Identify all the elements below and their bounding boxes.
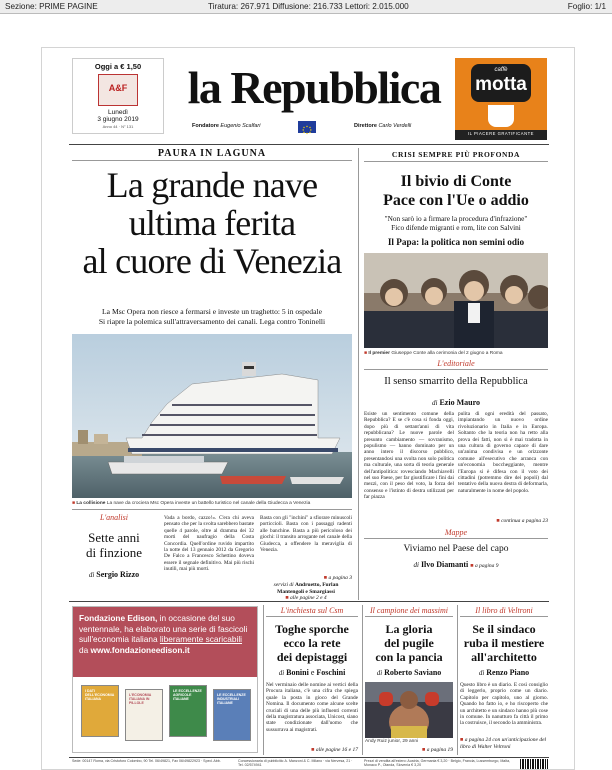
analisi-services-authors: Andruetto, Furlan Mantengoli e Smargiassi <box>277 582 339 595</box>
mappe-byline: di Ilvo Diamanti ■ a pagina 9 <box>413 560 499 569</box>
veltroni-title-line1: Se il sindaco <box>472 622 536 636</box>
lead-caption-text: La nave da crociera Msc Opera investe un battello turistico nel canale della Giudecca a Venezia <box>106 501 311 506</box>
footer-prices: Prezzi di vendita all'estero: Austria, Germania € 3,20 · Belgio, Francia, Lussemburgo, Malta, Monaco P., Olanda, Slovenia € 3,20 <box>364 759 511 768</box>
pugile-caption: Andy Ruiz junior, 29 anni <box>365 739 419 744</box>
edison-ad-title: Fondazione Edison, <box>79 613 158 623</box>
edison-url[interactable]: www.fondazioneedison.it <box>90 644 190 655</box>
lead-caption: ■ La collisione La nave da crociera Msc Opera investe un battello turistico nel canale della Giudecca a Venezia <box>72 500 311 506</box>
cruise-ship-image <box>72 334 352 498</box>
mappe-title[interactable]: Viviamo nel Paese del capo <box>403 544 509 554</box>
issue-date: 3 giugno 2019 <box>97 116 139 123</box>
conte-photo[interactable] <box>364 253 548 348</box>
motta-brand-small: caffè <box>494 67 508 73</box>
pugile-title-line1: La gloria <box>385 622 433 636</box>
edison-ad-text: Fondazione Edison, in occasione del suo ventennale, ha elaborato una serie di fascicoli sull'economia italiana liberamente scaricabili da www.fondazioneedison.it <box>79 613 248 655</box>
veltroni-body: Questo libro è un diario. E così consiglio di leggerlo, proprio come un diario. Capitolo per capitolo, uno al giorno. Quando ho fatto io, e ho riscoperto che un architetto e un sindaco hanno più cose in comune. In nanutturo fa città il primo la costruisce, il secondo la amministra. <box>460 682 548 727</box>
csm-author-2: Foschini <box>316 668 346 677</box>
sheet-count: Foglio: 1/1 <box>567 2 606 11</box>
boxer-image <box>365 682 453 738</box>
veltroni-page-ref[interactable]: ■ a pagina 24 con un'anticipazione del libro di Walter Veltroni <box>460 737 547 750</box>
coffee-cup-icon <box>488 105 514 127</box>
lead-headline-line1: La grande nave <box>106 165 318 205</box>
director-name: Carlo Verdelli <box>378 123 412 129</box>
edison-ad[interactable] <box>72 606 258 753</box>
analisi-services: servizi di Andruetto, Furlan Mantengoli e Smargiassi ■ alle pagine 2 e 4 <box>273 582 339 601</box>
conte-subhead <box>364 214 548 232</box>
veltroni-author: Renzo Piano <box>486 668 530 677</box>
lead-subhead-line2: Si riapre la polemica sull'attraversamento dei canali. Lega contro Toninelli <box>98 317 326 326</box>
veltroni-title[interactable] <box>460 622 548 664</box>
veltroni-kicker: Il libro di Veltroni <box>475 606 533 615</box>
analisi-body-col2: Basta con gli "inchini" a sfiorare minuscoli porticcioli. Basta con i passaggi radenti alle banchine. Basta a più pericoloso dei giochi: il transito arrogante nel canale della Giudecca, a offendere la meraviglia di Venezia. <box>260 515 352 554</box>
pugile-kicker: Il campione dei massimi <box>370 606 448 615</box>
editoriale-continue[interactable]: ■ continua a pagina 23 <box>496 518 548 524</box>
price-label: Oggi a € 1,50 <box>94 62 142 71</box>
lead-subhead-line1: La Msc Opera non riesce a fermarsi e investe un traghetto: 5 in ospedale <box>102 307 322 316</box>
motta-ad[interactable] <box>455 58 547 140</box>
conte-subhead-line1: "Non sarò io a firmare la procedura d'infrazione" <box>384 214 528 223</box>
conte-headline[interactable] <box>364 172 548 210</box>
lead-headline-line2: ultima ferita <box>128 203 296 243</box>
crowd-image <box>364 253 548 348</box>
analisi-page-ref[interactable]: ■ a pagina 3 <box>323 575 352 581</box>
csm-author: Bonini <box>286 668 309 677</box>
section-label: Sezione: PRIME PAGINE <box>5 2 98 11</box>
analisi-body-col1: Vada a bordo, cazzo!». C'era chi aveva pensato che per la svolta sarebbero bastate quelle 4 parole, oltre al dramma dei 32 morti del naufragio della Costa Concordia. Quell'ordine ruvido impartito la notte del 13 gennaio 2012 da Gregorio De Falco a Francesco Schettino doveva essere il segnale definitivo. Mai più rischi inutili, mai più morti. <box>164 515 254 573</box>
barcode-icon <box>520 759 548 769</box>
edison-link[interactable]: liberamente scaricabili <box>159 634 243 644</box>
lead-headline[interactable] <box>72 166 352 280</box>
director-label: Direttore <box>354 123 377 129</box>
booklet-1: I DATI DELL'ECONOMIA ITALIANA <box>81 685 119 737</box>
veltroni-byline: di Renzo Piano <box>478 668 530 677</box>
founder-label: Fondatore <box>192 123 219 129</box>
clipping-header <box>0 0 612 14</box>
circulation-stats: Tiratura: 267.971 Diffusione: 216.733 Lettori: 2.015.000 <box>208 2 409 11</box>
editoriale-author: Ezio Mauro <box>439 398 480 407</box>
veltroni-title-line3: all'architetto <box>471 650 537 664</box>
editoriale-byline: di Ezio Mauro <box>432 398 480 407</box>
analisi-byline: di Sergio Rizzo <box>88 570 140 579</box>
issue-day: Lunedì <box>108 109 128 116</box>
csm-byline: di Bonini e Foschini <box>278 668 346 677</box>
editoriale-body-col2: pulita di ogni eredità del passato, impiantando un nuovo ordine rivoluzionario in Italia e in Europa. Soltanto che la teoria non ha retto alla prova dei fatti, non si è mai tradotta in una cultura di governo capace di dare un'anima condivisa e un orizzonte comune all'esecutivo che arranca con un'economia boccheggiante, mentre l'Europa si è difesa con il voto dei cittadini (potremmo dire dei popoli) dal tentativo della nuova destra di deformarla, naturalmente in nome del popolo. <box>458 411 548 494</box>
price-box <box>72 58 164 134</box>
footer-address: Sede: 00147 Roma, via Cristoforo Colombo, 90 Tel. 06/49821, Fax 06/49822923 · Sped. Abb. <box>72 759 221 763</box>
editoriale-title[interactable]: Il senso smarrito della Repubblica <box>384 376 528 387</box>
mappe-kicker: Mappe <box>444 528 468 537</box>
pugile-title-line3: con la pancia <box>375 650 443 664</box>
pugile-byline: di Roberto Saviano <box>376 668 442 677</box>
veltroni-title-line2: ruba il mestiere <box>463 636 545 650</box>
csm-title-line2: ecco la rete <box>283 636 341 650</box>
director-line <box>354 123 411 129</box>
analisi-author: Sergio Rizzo <box>96 570 140 579</box>
analisi-title-line1: Sette anni <box>88 530 140 545</box>
analisi-kicker: L'analisi <box>100 513 128 522</box>
newspaper-page <box>41 47 575 770</box>
issue-number: Anno 44 · N° 131 <box>102 124 134 129</box>
conte-caption-label: Il premier <box>368 351 390 356</box>
editoriale-body-col1: Esiste un sentimento comune della Repubblica? E se c'è cosa si fonda oggi, dopo più di settant'anni di vita repubblicana? Le nuove parole del presunto cambiamento — sovranismo, populismo — hanno dominato per un anno intero il discorso pubblico, presentandosi una svolta non solo politica ma culturale, una sorta di teoria generale dell'antipolitica: rovesciando Machiavelli nel suo Paese, per far giustificare i fini dai mezzi, con il peso del voto, la forza del consenso e l'istinto di destra utilizzati per far piazza <box>364 411 454 501</box>
founder-line <box>192 123 260 129</box>
masthead-title: la Repubblica <box>187 62 441 113</box>
footer-advertising: Concessionaria di pubblicità: A. Manzoni & C. Milano · via Nervesa, 21 · Tel. 02/574941 <box>238 759 353 768</box>
booklet-2: L'ECONOMIA ITALIANA IN PILLOLE <box>125 689 163 741</box>
analisi-title-line2: di finzione <box>86 545 142 560</box>
conte-papa-headline[interactable]: Il Papa: la politica non semini odio <box>387 237 525 247</box>
lead-subhead <box>72 307 352 327</box>
booklet-4: LE ECCELLENZE INDUSTRIALI ITALIANE <box>213 689 251 741</box>
insert-thumbnail <box>98 74 138 106</box>
analisi-title[interactable] <box>72 530 156 560</box>
pugile-title[interactable] <box>365 622 453 664</box>
csm-page-ref[interactable]: ■ alle pagine 16 e 17 <box>311 747 358 753</box>
conte-headline-line2: Pace con l'Ue o addio <box>383 192 529 209</box>
insert-logo: A&F <box>108 83 128 93</box>
motta-brand: motta <box>475 74 527 95</box>
motta-tagline: IL PIACERE GRATIFICANTE <box>468 131 534 136</box>
founder-name: Eugenio Scalfari <box>220 123 261 129</box>
conte-kicker: CRISI SEMPRE PIÙ PROFONDA <box>391 150 521 159</box>
editoriale-kicker: L'editoriale <box>437 359 475 368</box>
csm-title-line1: Toghe sporche <box>275 622 349 636</box>
csm-title-line3: dei depistaggi <box>276 650 348 664</box>
pugile-author: Roberto Saviano <box>384 668 442 677</box>
booklet-3: LE ECCELLENZE AGRICOLE ITALIANE <box>169 685 207 737</box>
motta-logo-badge <box>471 64 531 102</box>
csm-body: Nel verminaio delle nomine ai vertici della Procura italiana, c'è una cifra che spiega quale la posta in gioco del Grande Nomina. Il documento come alcune scelte cruciali di una delle più influenti correnti della magistratura associata, Unicost, siano state condizionate dall'uomo che sussurrava ai magistrati. <box>266 682 358 733</box>
lead-photo[interactable] <box>72 334 352 498</box>
lead-kicker: PAURA IN LAGUNA <box>157 148 267 159</box>
csm-title[interactable] <box>266 622 358 664</box>
boxer-photo[interactable] <box>365 682 453 738</box>
mappe-author: Ilvo Diamanti <box>420 560 469 569</box>
csm-kicker: L'inchiesta sul Csm <box>280 606 344 615</box>
lead-headline-line3: al cuore di Venezia <box>82 241 342 281</box>
eu-flag-icon <box>298 121 316 133</box>
pugile-page-ref[interactable]: ■ a pagina 19 <box>422 747 453 753</box>
pugile-title-line2: del pugile <box>384 636 434 650</box>
conte-caption-text: Giuseppe Conte alla cerimonia del 2 giugno a Roma <box>391 351 503 356</box>
conte-subhead-line2: Fico difende migranti e rom, lite con Salvini <box>391 223 521 232</box>
lead-caption-label: La collisione <box>76 501 106 506</box>
conte-headline-line1: Il bivio di Conte <box>400 173 512 190</box>
conte-caption: ■ Il premier Giuseppe Conte alla cerimonia del 2 giugno a Roma <box>364 350 503 356</box>
